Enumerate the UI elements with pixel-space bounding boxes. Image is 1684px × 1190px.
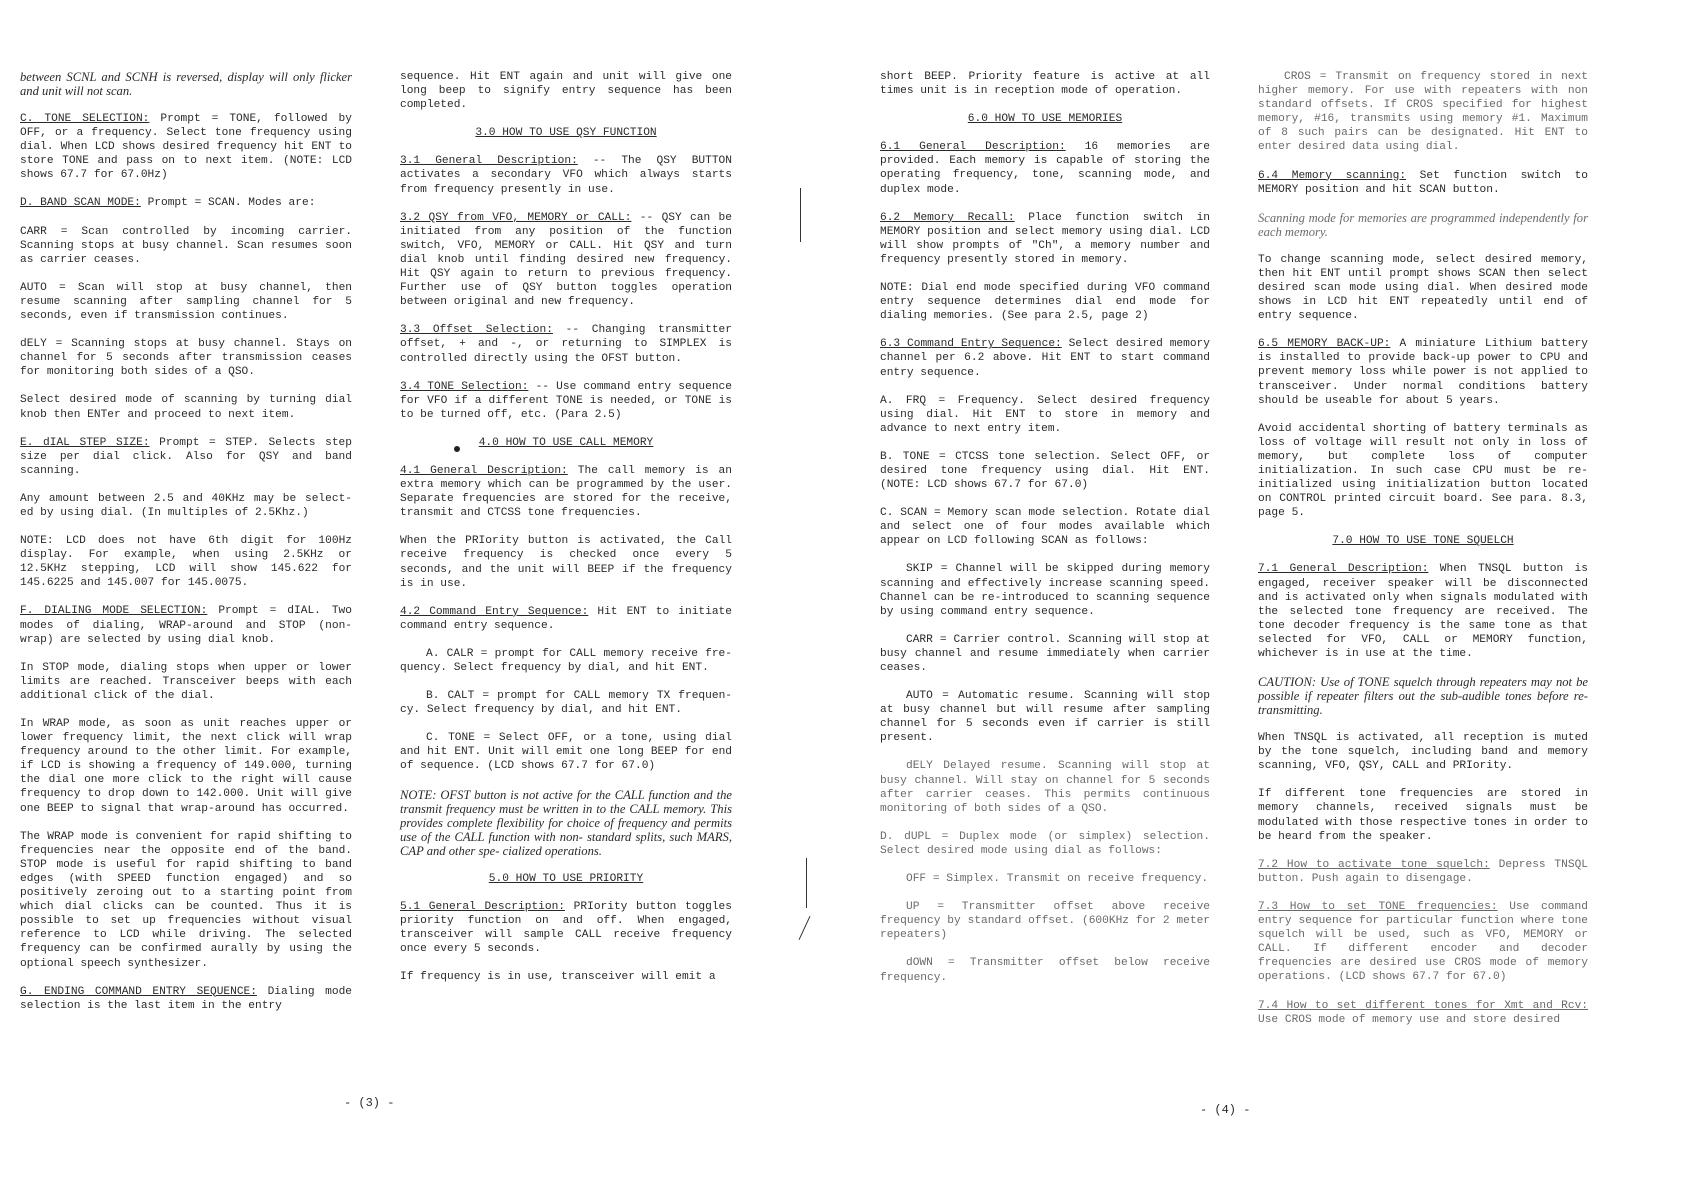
paragraph-text: B. CALT = prompt for CALL memory TX frequen- cy. Select frequency by dial, and hit ENT. [400,690,732,717]
paragraph [1258,337,1588,407]
paragraph-title: E. dIAL STEP SIZE: [20,436,150,449]
paragraph [400,605,732,633]
paragraph-text: short BEEP. Priority feature is active at all times unit is in reception mode of operation. [880,71,1210,98]
paragraph [880,956,1210,984]
paragraph [20,492,352,520]
paragraph-text: When the PRIority button is activated, the Call receive frequency is checked once every 5 seconds, and the unit will BEEP if the frequency is in use. [400,535,732,590]
paragraph-title: 6.2 Memory Recall: [880,211,1015,224]
paragraph-text: To change scanning mode, select desired memory, then hit ENT until prompt shows SCAN then select desired scan mode using dial. When desired mode shows in LCD hit ENT repeatedly until end of entry sequence. [1258,253,1588,323]
section-heading [400,872,732,886]
paragraph-text: NOTE: Dial end mode specified during VFO command entry sequence determines dial end mode for dialing memories. (See para 2.5, page 2) [880,282,1210,323]
paragraph-title: 3.4 TONE Selection: [400,380,529,393]
paragraph [880,633,1210,675]
paragraph-text: D. dUPL = Duplex mode (or simplex) selection. Select desired mode using dial as follows: [880,830,1210,857]
paragraph-text: C. TONE = Select OFF, or a tone, using dial and hit ENT. Unit will emit one long BEEP for end of sequence. (LCD shows 67.7 for 67.0) [400,732,732,773]
paragraph-text: between SCNL and SCNH is reversed, display will only flicker and unit will not scan. [20,70,352,98]
paragraph-text: Depress TNSQL button. Push again to disengage. [1258,858,1588,885]
paragraph [400,323,732,365]
paragraph-text: When TNSQL button is engaged, receiver speaker will be disconnected and is activated only when signals modulated with the selected tone frequency are received. The tone decoder frequency is the same tone as that selected for VFO, CALL or MEMORY function, whichever is in use at the time. [1258,563,1588,660]
paragraph [20,985,352,1013]
paragraph-title: 3.2 QSY from VFO, MEMORY or CALL: [400,211,632,224]
paragraph-title: 4.2 Command Entry Sequence: [400,605,589,618]
section-heading-text: 3.0 HOW TO USE QSY FUNCTION [475,127,657,140]
paragraph [1258,422,1588,521]
paragraph-text: A miniature Lithium battery is installed to provide back-up power to CPU and prevent memory loss while power is not applied to transceiver. Under normal conditions battery should be useable for about 5 years. [1258,338,1589,407]
paragraph [20,436,352,478]
paragraph [880,281,1210,323]
paragraph-text: Scanning mode for memories are programmed independently for each memory. [1258,210,1588,239]
paragraph [1258,900,1588,985]
binding-mark [800,188,801,242]
paragraph-title: 6.4 Memory scanning: [1258,169,1407,182]
paragraph-text: sequence. Hit ENT again and unit will give one long beep to signify entry sequence has been completed. [400,71,732,112]
paragraph-title: 5.1 General Description: [400,900,566,913]
paragraph-text: Prompt = dIAL. Two modes of dialing, WRAP-around and STOP (non- wrap) are selected by using dial knob. [20,605,352,646]
paragraph-title: 7.3 How to set TONE frequencies: [1258,900,1498,913]
section-heading-text: 7.0 HOW TO USE TONE SQUELCH [1332,535,1514,548]
paragraph-title: 3.3 Offset Selection: [400,324,553,337]
paragraph-text: 16 memories are provided. Each memory is capable of storing the operating frequency, tone, scanning mode, and duplex mode. [880,141,1210,196]
paragraph [400,689,732,717]
paragraph [400,211,732,310]
section-heading-text: 6.0 HOW TO USE MEMORIES [967,113,1123,126]
paragraph [1258,211,1588,239]
paragraph [20,661,352,703]
paragraph-text: CARR = Carrier control. Scanning will stop at busy channel and resume immediately when carrier ceases. [880,633,1210,674]
paragraph-text: NOTE: OFST button is not active for the CALL function and the transmit frequency must be written in to the CALL memory. This provides complete flexibility for choice of frequency and permits use of the CALL function with non- standard splits, such MARS, CAP and other spe- cialized operations. [400,787,732,858]
paragraph [400,731,732,773]
paragraph [880,562,1210,618]
paragraph [1258,731,1588,773]
paragraph-text: Use CROS mode of memory use and store desired [1258,1013,1561,1026]
paragraph-text: NOTE: LCD does not have 6th digit for 100Hz display. For example, when using 2.5KHz or 12.5KHz stepping, LCD will show 145.622 for 145.6225 and 145.007 for 145.0075. [20,535,352,590]
paragraph-title: F. DIALING MODE SELECTION: [20,605,208,618]
paragraph [880,394,1210,436]
paragraph [880,450,1210,492]
paragraph [1258,999,1588,1027]
bullet-mark [454,446,460,452]
paragraph [1258,169,1588,197]
paragraph-text: dELY Delayed resume. Scanning will stop at busy channel. Will stay on channel for 5 seconds after carrier ceases. This permits continuous monitoring of both sides of a QSO. [880,760,1210,815]
paragraph-title: 7.4 How to set different tones for Xmt and Rcv: [1258,999,1588,1012]
paragraph [1258,562,1588,661]
paragraph [20,393,352,421]
paragraph-title: G. ENDING COMMAND ENTRY SEQUENCE: [20,985,257,998]
paragraph [20,225,352,267]
paragraph-text: PRIority button toggles priority function on and off. When engaged, transceiver will sample CALL receive frequency once every 5 seconds. [400,900,732,955]
paragraph-title: 6.3 Command Entry Sequence: [880,338,1062,351]
paragraph [880,689,1210,745]
paragraph [1258,253,1588,323]
paragraph-text: UP = Transmitter offset above receive frequency by standard offset. (600KHz for 2 meter repeaters) [880,901,1210,942]
section-heading [1258,534,1588,548]
paragraph-text: C. SCAN = Memory scan mode selection. Rotate dial and select one of four modes available which appear on LCD following SCAN as follows: [880,507,1210,548]
page-number-3: - (3) - [344,1096,395,1110]
paragraph-text: SKIP = Channel will be skipped during memory scanning and effectively increase scanning speed. Channel can be re-introduced to scanning sequence by using command entry sequence. [880,563,1210,618]
section-heading-text: 4.0 HOW TO USE CALL MEMORY [478,436,654,449]
paragraph-text: CROS = Transmit on frequency stored in next higher memory. For use with repeaters with non standard offsets. If CROS specified for highest memory, #16, transmits using memory #1. Maximum of 8 such pairs can be designated. Hit ENT to enter desired data using dial. [1258,71,1588,154]
paragraph [1258,787,1588,843]
paragraph [20,717,352,816]
paragraph-text: Select desired mode of scanning by turning dial knob then ENTer and proceed to next item. [20,394,352,421]
page4-column-left [880,70,1210,999]
paragraph-text: -- Changing transmitter offset, + and -, or returning to SIMPLEX is controlled directly using the OFST button. [400,324,732,365]
paragraph-text: -- QSY can be initiated from any position of the function switch, VFO, MEMORY or CALL. Hit QSY and turn dial knob until finding desired new frequency. Hit QSY again to return to previous frequency. Further use of QSY button toggles operation between original and new frequency. [400,211,732,309]
paragraph [880,872,1210,886]
paragraph [880,759,1210,815]
paragraph-title: C. TONE SELECTION: [20,113,150,125]
section-heading-text: 5.0 HOW TO USE PRIORITY [488,872,644,885]
paragraph [20,281,352,323]
paragraph-title: 3.1 General Description: [400,155,578,168]
paragraph-text: OFF = Simplex. Transmit on receive frequency. [906,873,1209,886]
paragraph-text: Hit ENT to initiate command entry sequence. [400,605,732,632]
paragraph-text: In WRAP mode, as soon as unit reaches upper or lower frequency limit, the next click will wrap frequency around to the other limit. For example, if LCD is showing a frequency of 149.000, turning the dial one more click to the right will cause frequency to drop down to 142.000. Unit will give one BEEP to signal that wrap-around has occurred. [20,718,352,815]
paragraph [20,604,352,646]
paragraph [880,337,1210,379]
binding-mark [799,916,811,940]
paragraph [400,788,732,858]
paragraph [880,211,1210,267]
paragraph-text: Prompt = SCAN. Modes are: [140,197,316,210]
paragraph [880,506,1210,548]
paragraph [1258,675,1588,717]
page-number-4: - (4) - [1200,1103,1251,1117]
paragraph-text: -- The QSY BUTTON activates a secondary VFO which always starts from frequency presently in use. [400,155,732,196]
paragraph-text: AUTO = Automatic resume. Scanning will stop at busy channel but will resume after sampling channel for 5 seconds even if carrier is still present. [880,690,1210,745]
paragraph-text: CARR = Scan controlled by incoming carrier. Scanning stops at busy channel. Scan resumes soon as carrier ceases. [20,225,352,266]
paragraph-text: dOWN = Transmitter offset below receive frequency. [880,957,1210,984]
paragraph [1258,70,1588,155]
paragraph-text: Use command entry sequence for particular function where tone squelch will be used, such as VFO, MEMORY or CALL. If different encoder and decoder frequencies are desired use CROS mode of memory operations. (LCD shows 67.7 for 67.0) [1258,900,1588,984]
paragraph-text: Select desired memory channel per 6.2 above. Hit ENT to start command entry sequence. [880,338,1210,379]
paragraph [880,830,1210,858]
page3-column-left [20,70,352,1027]
paragraph-text: If different tone frequencies are stored in memory channels, received signals must be modulated with those respective tones in order to be heard from the speaker. [1258,788,1588,843]
page4-column-right [1258,70,1588,1041]
paragraph [20,337,352,379]
paragraph-text: In STOP mode, dialing stops when upper or lower limits are reached. Transceiver beeps with each additional click of the dial. [20,661,352,702]
paragraph-text: When TNSQL is activated, all reception is muted by the tone squelch, including band and memory scanning, VFO, QSY, CALL and PRIority. [1258,732,1588,773]
paragraph-text: If frequency is in use, transceiver will emit a [400,971,716,984]
paragraph [1258,858,1588,886]
paragraph [400,900,732,956]
section-heading [400,436,732,450]
paragraph [400,647,732,675]
paragraph-text: dELY = Scanning stops at busy channel. Stays on channel for 5 seconds after transmission ceases for monitoring both sides of a QSO. [20,338,352,379]
paragraph-title: 7.1 General Description: [1258,563,1429,576]
paragraph-text: Prompt = TONE, followed by OFF, or a frequency. Select tone frequency using dial. When LCD shows desired frequency hit ENT to store TONE and pass on to next item. (NOTE: LCD shows 67.7 for 67.0Hz) [20,113,352,182]
paragraph-title: D. BAND SCAN MODE: [20,197,141,210]
paragraph-text: Dialing mode selection is the last item in the entry [20,985,352,1012]
paragraph [400,534,732,590]
paragraph [880,140,1210,196]
paragraph [20,70,352,98]
paragraph-text: B. TONE = CTCSS tone selection. Select OFF, or desired tone frequency using dial. Hit ENT. (NOTE: LCD shows 67.7 for 67.0) [880,450,1210,492]
paragraph [400,154,732,196]
paragraph [880,900,1210,942]
paragraph [20,534,352,590]
paragraph [400,464,732,520]
paragraph-text: The call memory is an extra memory which can be programmed by the user. Separate frequencies are stored for the receive, transmit and CTCSS tone frequencies. [400,464,732,520]
page3-column-right [400,70,732,998]
section-heading [880,112,1210,126]
paragraph-text: Avoid accidental shorting of battery terminals as loss of voltage will result not only in loss of memory, but complete loss of computer initialization. In such case CPU must be re-initialized using initialization button located on CONTROL printed circuit board. See para. 8.3, page 5. [1258,422,1588,520]
paragraph-text: AUTO = Scan will stop at busy channel, then resume scanning after sampling channel for 5 seconds, even if transmission continues. [20,281,352,323]
paragraph-title: 7.2 How to activate tone squelch: [1258,858,1490,871]
paragraph [20,112,352,182]
binding-mark [806,858,807,908]
paragraph-text: A. FRQ = Frequency. Select desired frequency using dial. Hit ENT to store in memory and advance to next entry item. [880,394,1210,435]
paragraph-text: Set function switch to MEMORY position and hit SCAN button. [1258,169,1588,196]
paragraph [20,196,352,210]
paragraph-text: Place function switch in MEMORY position and select memory using dial. LCD will show prompts of "Ch", a memory number and frequency presently stored in memory. [880,211,1210,266]
paragraph [880,70,1210,98]
paragraph-text: Prompt = STEP. Selects step size per dial click. Also for QSY and band scanning. [20,436,352,477]
paragraph-title: 6.5 MEMORY BACK-UP: [1258,338,1391,351]
paragraph-title: 6.1 General Description: [880,141,1066,154]
paragraph [400,380,732,422]
paragraph [20,830,352,971]
paragraph-text: CAUTION: Use of TONE squelch through repeaters may not be possible if repeater filters out the sub-audible tones before re-transmitting. [1258,675,1588,718]
paragraph-text: Any amount between 2.5 and 40KHz may be select- ed by using dial. (In multiples of 2.5Khz.) [20,492,352,519]
paragraph-text: The WRAP mode is convenient for rapid shifting to frequencies near the opposite end of the band. STOP mode is useful for rapid shifting to band edges (with SPEED function engaged) and so positively zeroing out to a starting point from which dial clicks can be counted. Thus it is possible to set up frequencies without visual reference to LCD while driving. The selected frequency can be confirmed aurally by using the optional speech synthesizer. [20,830,352,970]
paragraph-title: 4.1 General Description: [400,464,568,477]
paragraph-text: -- Use command entry sequence for VFO if a different TONE is needed, or TONE is to be turned off, etc. (Para 2.5) [400,380,732,421]
section-heading [400,126,732,140]
paragraph [400,970,732,984]
paragraph [400,70,732,112]
paragraph-text: A. CALR = prompt for CALL memory receive fre- quency. Select frequency by dial, and hit ENT. [400,647,732,674]
